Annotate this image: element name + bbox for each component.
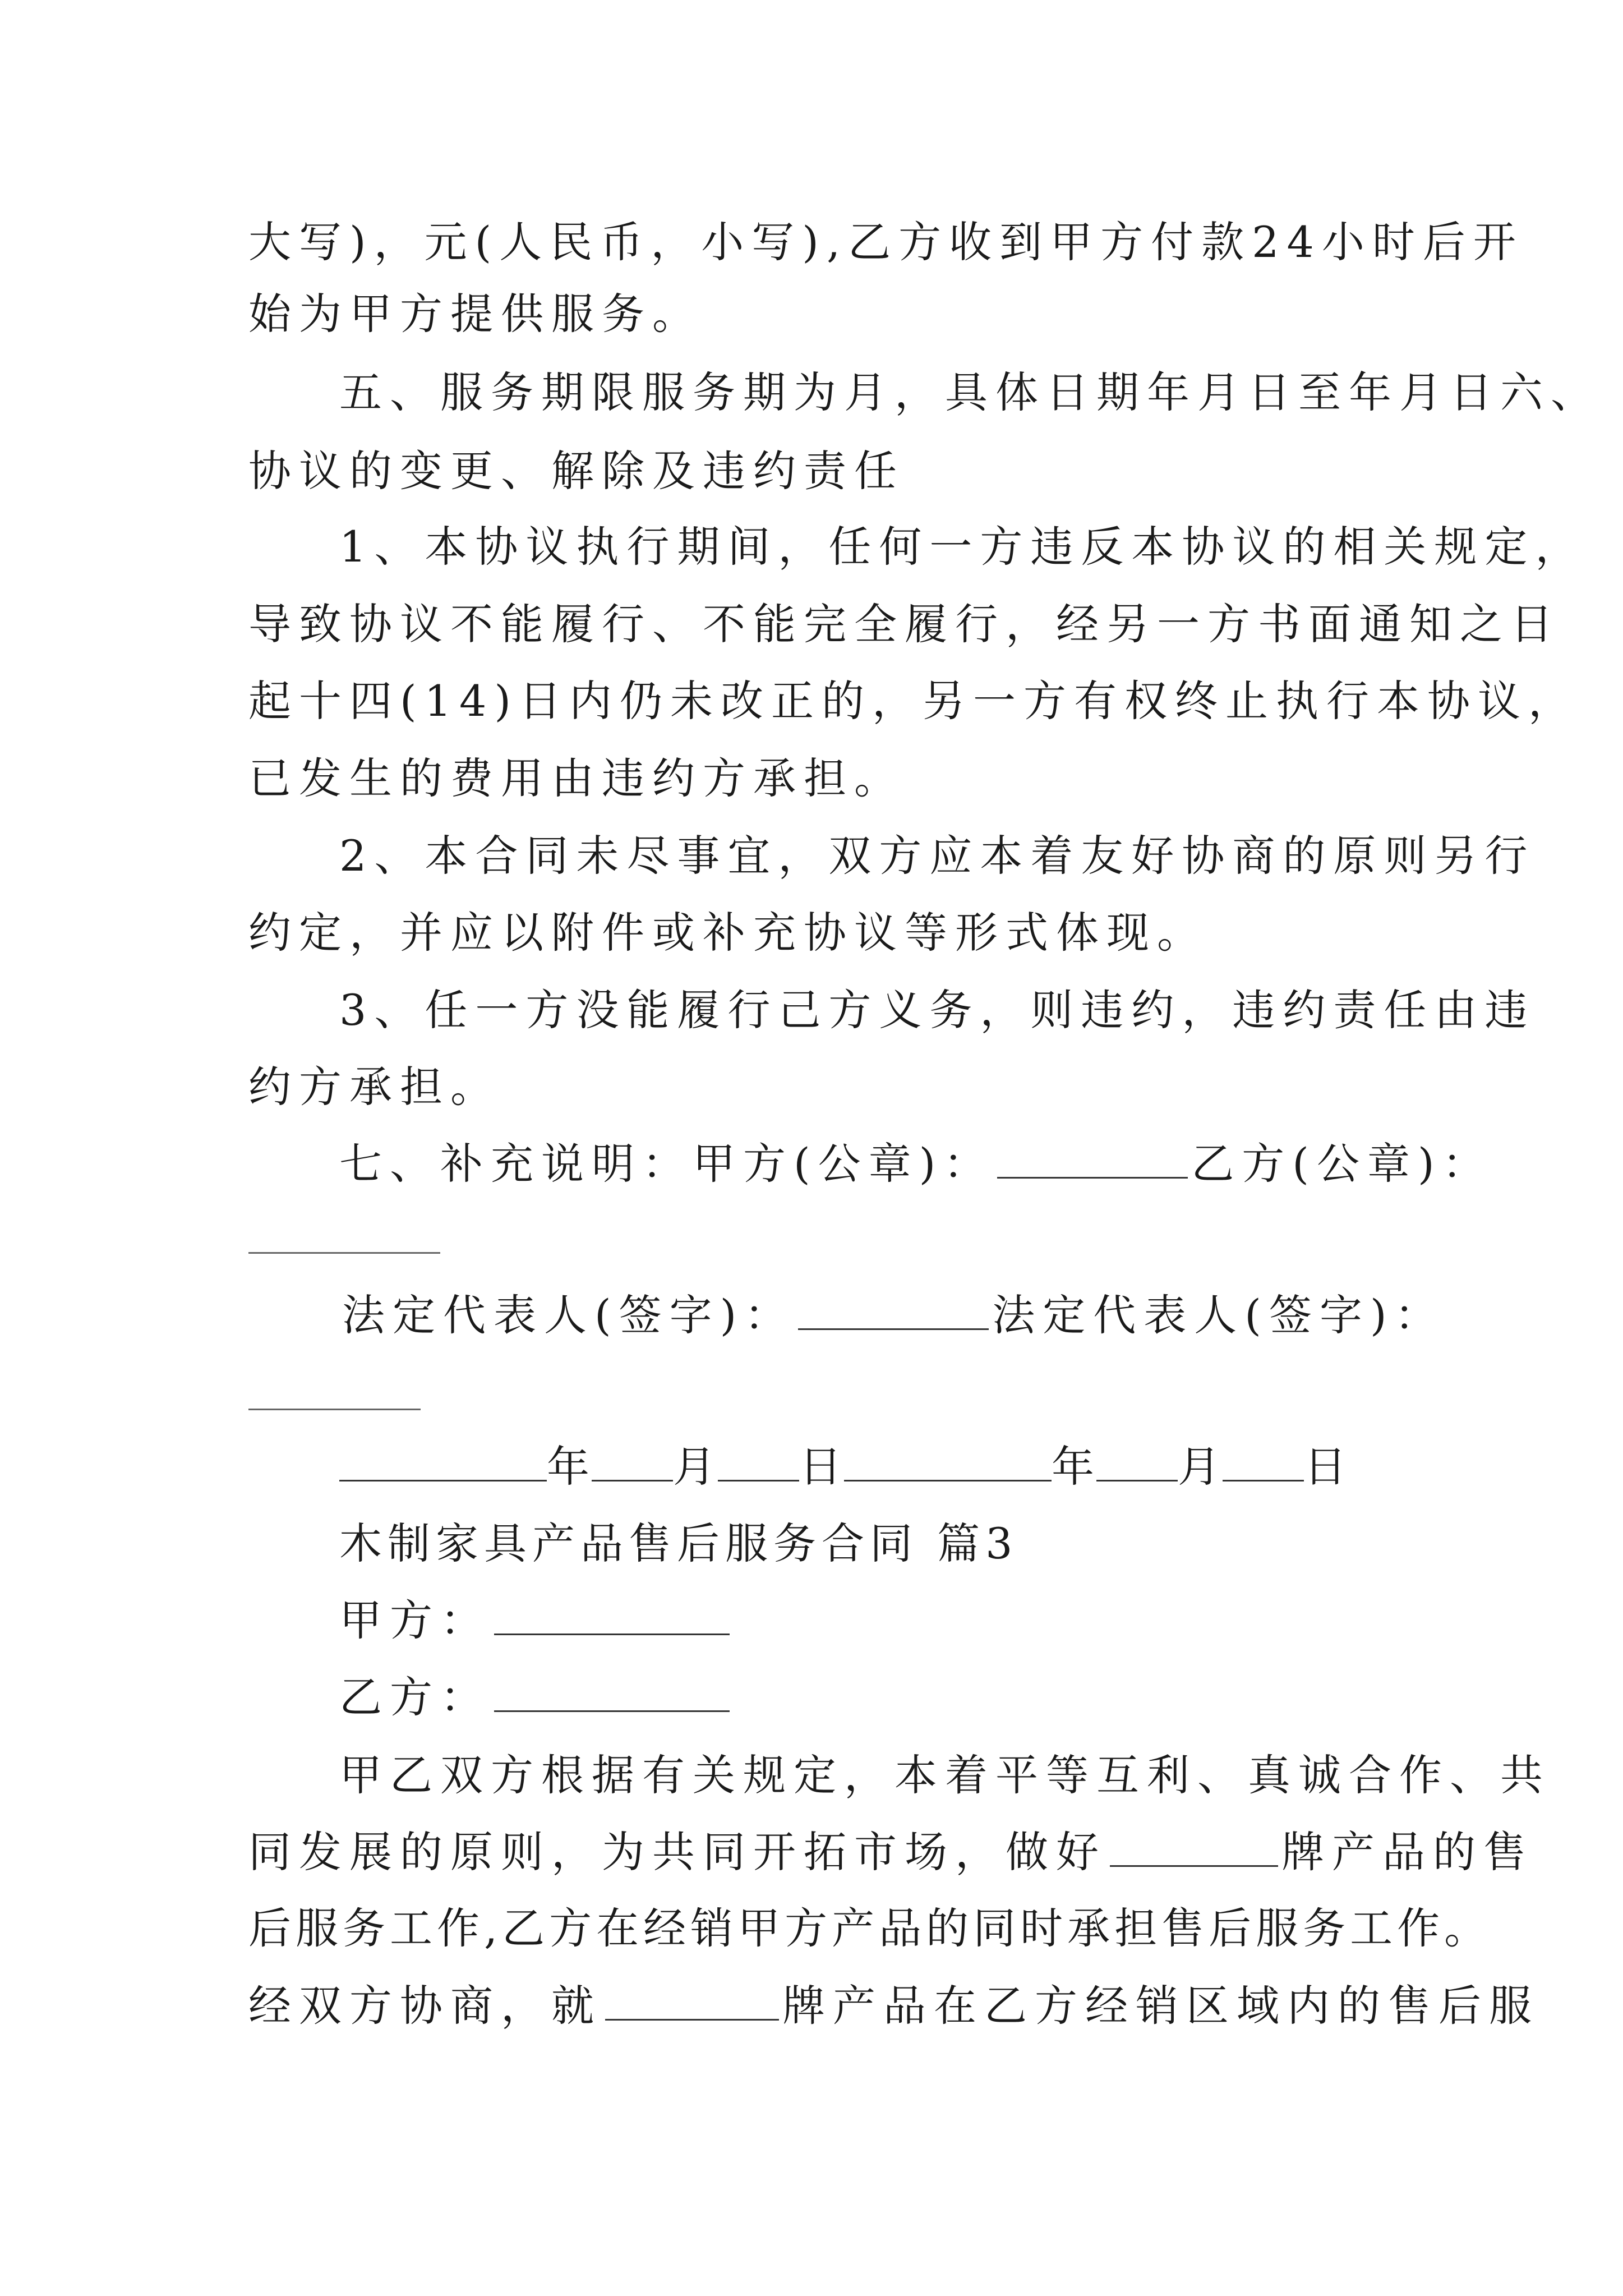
year-label: 年 [1052, 1442, 1096, 1492]
paragraph-line: 起十四(14)日内仍未改正的，另一方有权终止执行本协议， [248, 676, 1579, 726]
year-label: 年 [547, 1442, 592, 1492]
intro-line2-suffix: 牌产品的售 [1281, 1827, 1534, 1877]
paragraph-line: 2、本合同未尽事宜，双方应本着友好协商的原则另行 [339, 831, 1536, 881]
month-label: 月 [673, 1442, 718, 1492]
paragraph-line: 大写)，元(人民币，小写),乙方收到甲方付款24小时后开 [248, 217, 1524, 267]
party-b-blank [494, 1671, 730, 1712]
brand-blank [605, 1980, 779, 2021]
paragraph-line: 1、本协议执行期间，任何一方违反本协议的相关规定， [339, 522, 1586, 572]
day-blank [1223, 1441, 1304, 1481]
brand-blank [1110, 1826, 1278, 1867]
intro-line2-prefix: 同发展的原则，为共同开拓市场，做好 [248, 1827, 1106, 1877]
year-blank [339, 1441, 547, 1481]
paragraph-line: 后服务工作,乙方在经销甲方产品的同时承担售后服务工作。 [248, 1903, 1492, 1953]
paragraph-line: 始为甲方提供服务。 [248, 289, 703, 339]
month-label: 月 [1178, 1442, 1223, 1492]
party-a-line [339, 1593, 733, 1649]
day-blank [718, 1441, 799, 1481]
section-title: 木制家具产品售后服务合同 篇3 [339, 1519, 1018, 1568]
month-blank [592, 1441, 673, 1481]
paragraph-line: 约方承担。 [248, 1062, 501, 1112]
intro-line4-suffix: 牌产品在乙方经销区域内的售后服 [782, 1981, 1539, 2031]
paragraph-line: 约定，并应以附件或补充协议等形式体现。 [248, 908, 1207, 958]
year-blank [844, 1441, 1052, 1481]
party-b-seal-blank [248, 1252, 440, 1254]
paragraph-line: 已发生的费用由违约方承担。 [248, 753, 905, 803]
legal-rep-suffix: 法定代表人(签字)： [992, 1290, 1445, 1340]
supplement-suffix: 乙方(公章)： [1191, 1139, 1493, 1189]
date-line [339, 1439, 1349, 1495]
month-blank [1096, 1441, 1178, 1481]
intro-line4-prefix: 经双方协商，就 [248, 1981, 602, 2031]
paragraph-line: 甲乙双方根据有关规定，本着平等互利、真诚合作、共 [339, 1750, 1551, 1800]
day-label: 日 [1304, 1442, 1349, 1492]
paragraph-line [248, 1978, 1539, 2034]
party-a-label: 甲方： [339, 1595, 491, 1645]
paragraph-line: 3、任一方没能履行己方义务，则违约，违约责任由违 [339, 985, 1536, 1035]
party-b-label: 乙方： [339, 1672, 491, 1722]
paragraph-line [248, 1824, 1534, 1880]
party-a-blank [494, 1594, 730, 1635]
party-a-seal-blank [997, 1138, 1188, 1179]
legal-rep-line [342, 1287, 1445, 1343]
party-b-line [339, 1669, 733, 1726]
supplement-line [339, 1136, 1493, 1192]
supplement-prefix: 七、补充说明：甲方(公章)： [339, 1139, 994, 1189]
day-label: 日 [799, 1442, 844, 1492]
paragraph-line: 五、服务期限服务期为月，具体日期年月日至年月日六、 [339, 367, 1601, 417]
paragraph-line: 导致协议不能履行、不能完全履行，经另一方书面通知之日 [248, 599, 1561, 649]
legal-rep-prefix: 法定代表人(签字)： [342, 1290, 795, 1340]
paragraph-line: 协议的变更、解除及违约责任 [248, 446, 905, 496]
party-a-signature-blank [798, 1289, 989, 1330]
party-b-signature-blank [248, 1409, 421, 1410]
